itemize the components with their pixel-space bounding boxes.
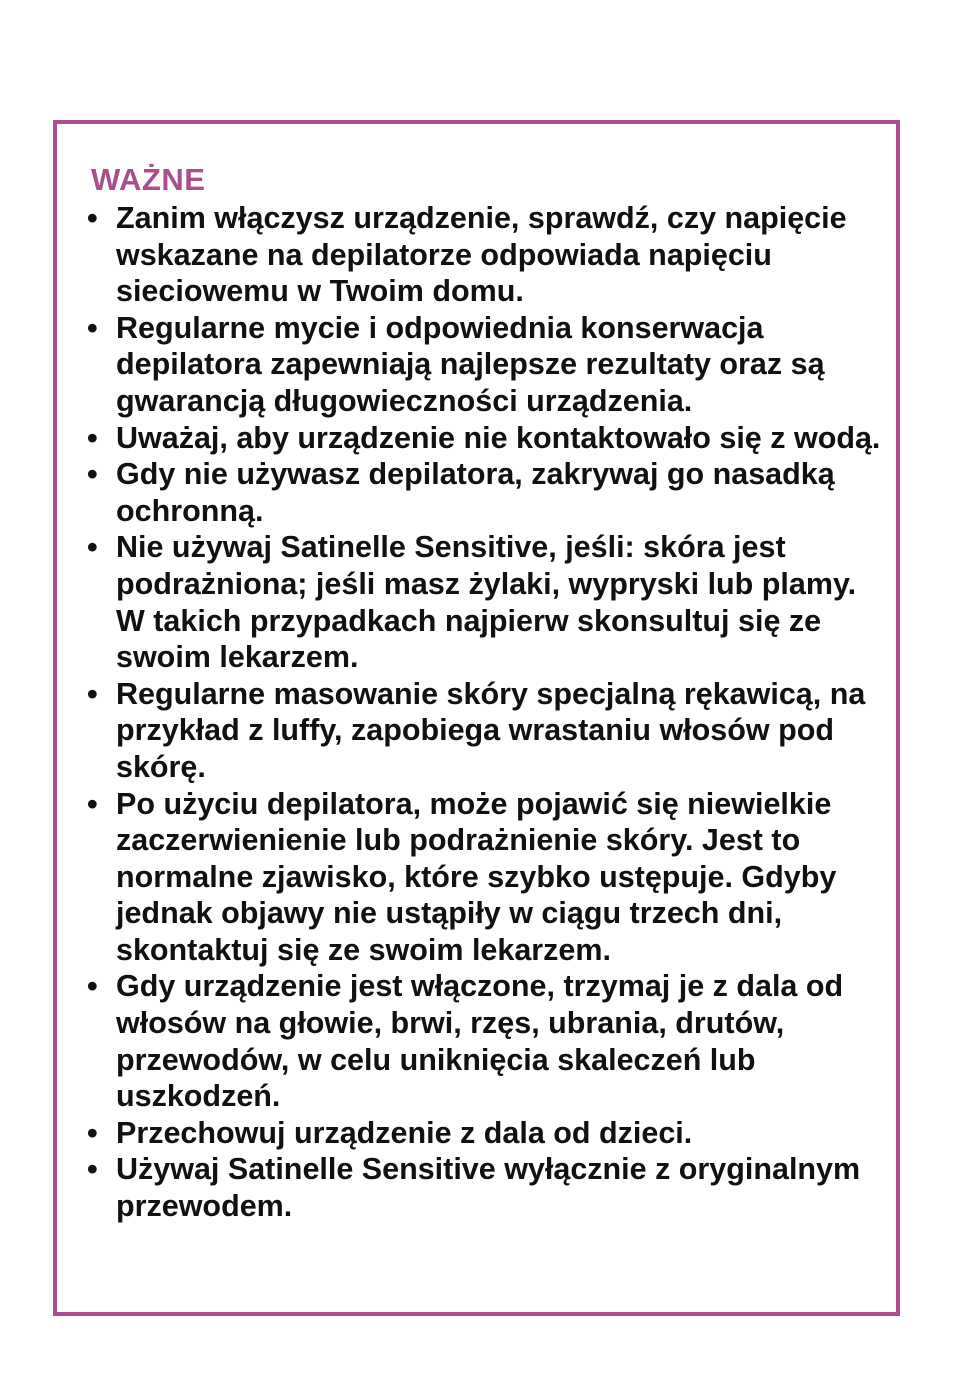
bullet-icon: •: [87, 310, 98, 345]
notice-list: [85, 200, 885, 1225]
bullet-icon: •: [87, 530, 98, 565]
list-item: [85, 310, 885, 420]
bullet-icon: •: [87, 420, 98, 455]
bullet-icon: •: [87, 676, 98, 711]
list-item-text: Po użyciu depilatora, może pojawić się niewielkie zaczerwienienie lub podrażnienie skóry. Jest to normalne zjawisko, które szybko ustępuje. Gdyby jednak objawy nie ustąpiły w ciągu trzech dni, skontaktuj się ze swoim lekarzem.: [116, 786, 837, 967]
bullet-icon: •: [87, 1115, 98, 1150]
list-item: [85, 200, 885, 310]
list-item-text: Przechowuj urządzenie z dala od dzieci.: [116, 1115, 693, 1150]
important-notice-box: [53, 120, 900, 1316]
list-item: [85, 1115, 885, 1152]
list-item-text: Nie używaj Satinelle Sensitive, jeśli: skóra jest podrażniona; jeśli masz żylaki, wypryski lub plamy. W takich przypadkach najpierw skonsultuj się ze swoim lekarzem.: [116, 530, 857, 675]
list-item: [85, 529, 885, 675]
list-item-text: Zanim włączysz urządzenie, sprawdź, czy napięcie wskazane na depilatorze odpowiada napięciu sieciowemu w Twoim domu.: [116, 201, 847, 309]
list-item: [85, 676, 885, 786]
list-item-text: Gdy nie używasz depilatora, zakrywaj go nasadką ochronną.: [116, 457, 835, 528]
bullet-icon: •: [87, 786, 98, 821]
list-item-text: Regularne mycie i odpowiednia konserwacja depilatora zapewniają najlepsze rezultaty oraz są gwarancją długowieczności urządzenia.: [116, 310, 825, 418]
bullet-icon: •: [87, 1152, 98, 1187]
list-item: [85, 786, 885, 969]
list-item: [85, 456, 885, 529]
list-item: [85, 968, 885, 1114]
list-item: [85, 1151, 885, 1224]
bullet-icon: •: [87, 201, 98, 235]
bullet-icon: •: [87, 457, 98, 492]
notice-title: WAŻNE: [91, 162, 206, 197]
list-item-text: Uważaj, aby urządzenie nie kontaktowało się z wodą.: [116, 420, 881, 455]
list-item: [85, 420, 885, 457]
list-item-text: Gdy urządzenie jest włączone, trzymaj je z dala od włosów na głowie, brwi, rzęs, ubrania, drutów, przewodów, w celu uniknięcia skaleczeń lub uszkodzeń.: [116, 969, 844, 1114]
list-item-text: Używaj Satinelle Sensitive wyłącznie z oryginalnym przewodem.: [116, 1152, 861, 1224]
list-item-text: Regularne masowanie skóry specjalną rękawicą, na przykład z luffy, zapobiega wrastaniu włosów pod skórę.: [116, 676, 866, 784]
bullet-icon: •: [87, 969, 98, 1004]
